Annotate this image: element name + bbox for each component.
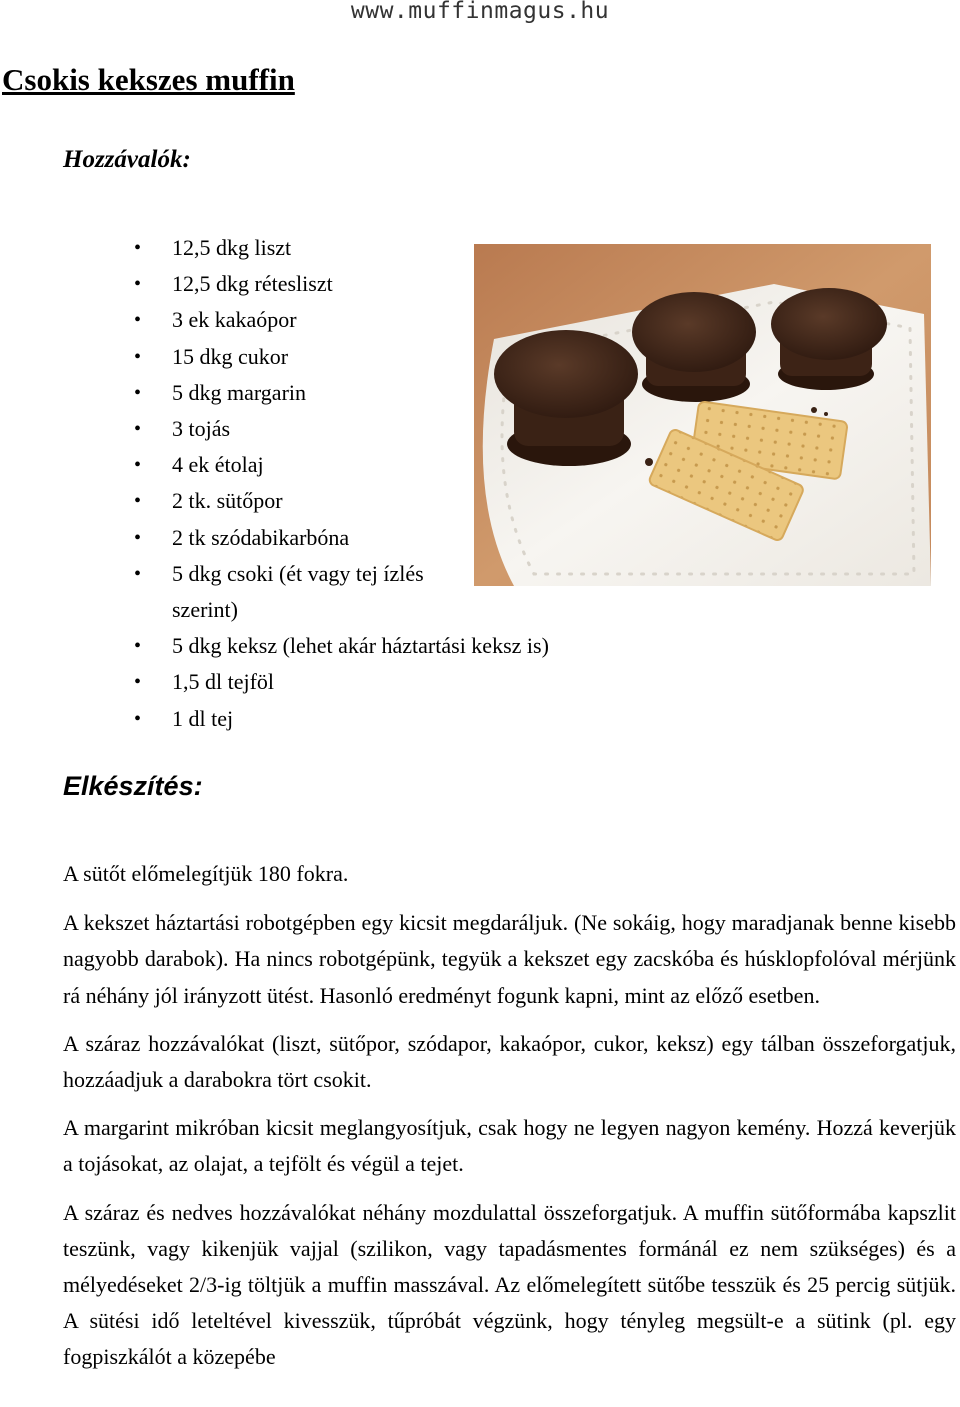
muffin-left — [494, 330, 638, 466]
bullet-icon: • — [134, 454, 142, 477]
site-header-url: www.muffinmagus.hu — [350, 0, 610, 24]
preparation-heading: Elkészítés: — [63, 771, 203, 801]
bullet-icon: • — [134, 309, 142, 332]
list-item — [130, 701, 549, 737]
bullet-icon: • — [134, 237, 142, 259]
ingredient-text: 5 dkg csoki (ét vagy tej ízlés szerint) — [172, 560, 424, 623]
muffin-photo — [474, 244, 931, 586]
page-title: Csokis kekszes muffin — [2, 62, 295, 97]
bullet-icon: • — [134, 345, 142, 368]
ingredient-text: 3 ek kakaópor — [172, 307, 297, 333]
muffin-right — [771, 288, 887, 390]
bullet-icon: • — [134, 381, 142, 404]
ingredient-text: 3 tojás — [172, 416, 231, 442]
list-item — [130, 556, 472, 628]
preparation-paragraph: A száraz és nedves hozzávalókat néhány mozdulattal összeforgatjuk. A muffin sütőformába kapszlit teszünk, vagy kikenjük vajjal (szilikon, vagy tapadásmentes formánál ez nem szükséges) és a mélyedéseket 2/3-ig töltjük a muffin masszával. Az előmelegített sütőbe tesszük és 25 percig sütjük. A sütési idő leteltével kivesszük, tűpróbát végzünk, hogy tényleg megsült-e a sütink (pl. egy fogpiszkálót a közepébe — [63, 1199, 956, 1370]
bullet-icon: • — [134, 418, 142, 441]
bullet-icon: • — [134, 671, 142, 694]
muffin-middle — [632, 292, 756, 402]
ingredient-text: 1,5 dl tejföl — [172, 669, 275, 695]
ingredient-text: 12,5 dkg liszt — [172, 235, 292, 260]
ingredient-text: 12,5 dkg rétesliszt — [172, 271, 333, 297]
ingredient-text: 5 dkg keksz (lehet akár háztartási keksz is) — [172, 633, 549, 659]
list-item — [130, 664, 549, 700]
bullet-icon: • — [134, 490, 142, 513]
ingredients-heading: Hozzávalók: — [63, 146, 191, 173]
ingredient-text: 5 dkg margarin — [172, 379, 307, 405]
ingredient-text: 2 tk szódabikarbóna — [172, 524, 350, 550]
preparation-paragraph: A margarint mikróban kicsit meglangyosítjuk, csak hogy ne legyen nagyon kemény. Hozzá keverjük a tojásokat, az olajat, a tejfölt és végül a tejet. — [63, 1115, 956, 1177]
preparation-text — [63, 856, 956, 1388]
ingredient-text: 1 dl tej — [172, 705, 234, 731]
bullet-icon: • — [134, 707, 142, 730]
muffin-plate-illustration — [474, 244, 931, 586]
ingredient-text: 15 dkg cukor — [172, 343, 289, 369]
bullet-icon: • — [134, 526, 142, 549]
bullet-icon: • — [134, 562, 142, 585]
ingredient-text: 2 tk. sütőpor — [172, 488, 283, 514]
preparation-paragraph: A kekszet háztartási robotgépben egy kicsit megdaráljuk. (Ne sokáig, hogy maradjanak benne kisebb nagyobb darabok). Ha nincs robotgépünk, tegyük a kekszet egy zacskóba és húsklopfolóval mérjünk rá néhány jól irányzott ütést. Hasonló eredményt fogunk kapni, mint az előző esetben. — [63, 910, 956, 1008]
preparation-paragraph: A száraz hozzávalókat (liszt, sütőpor, szódapor, kakaópor, cukor, keksz) egy tálban összeforgatjuk, hozzáadjuk a darabokra tört csokit. — [63, 1030, 956, 1093]
preparation-paragraph: A sütőt előmelegítjük 180 fokra. — [63, 861, 349, 886]
bullet-icon: • — [134, 635, 142, 658]
bullet-icon: • — [134, 273, 142, 296]
list-item — [130, 628, 549, 664]
ingredient-text: 4 ek étolaj — [172, 452, 264, 478]
